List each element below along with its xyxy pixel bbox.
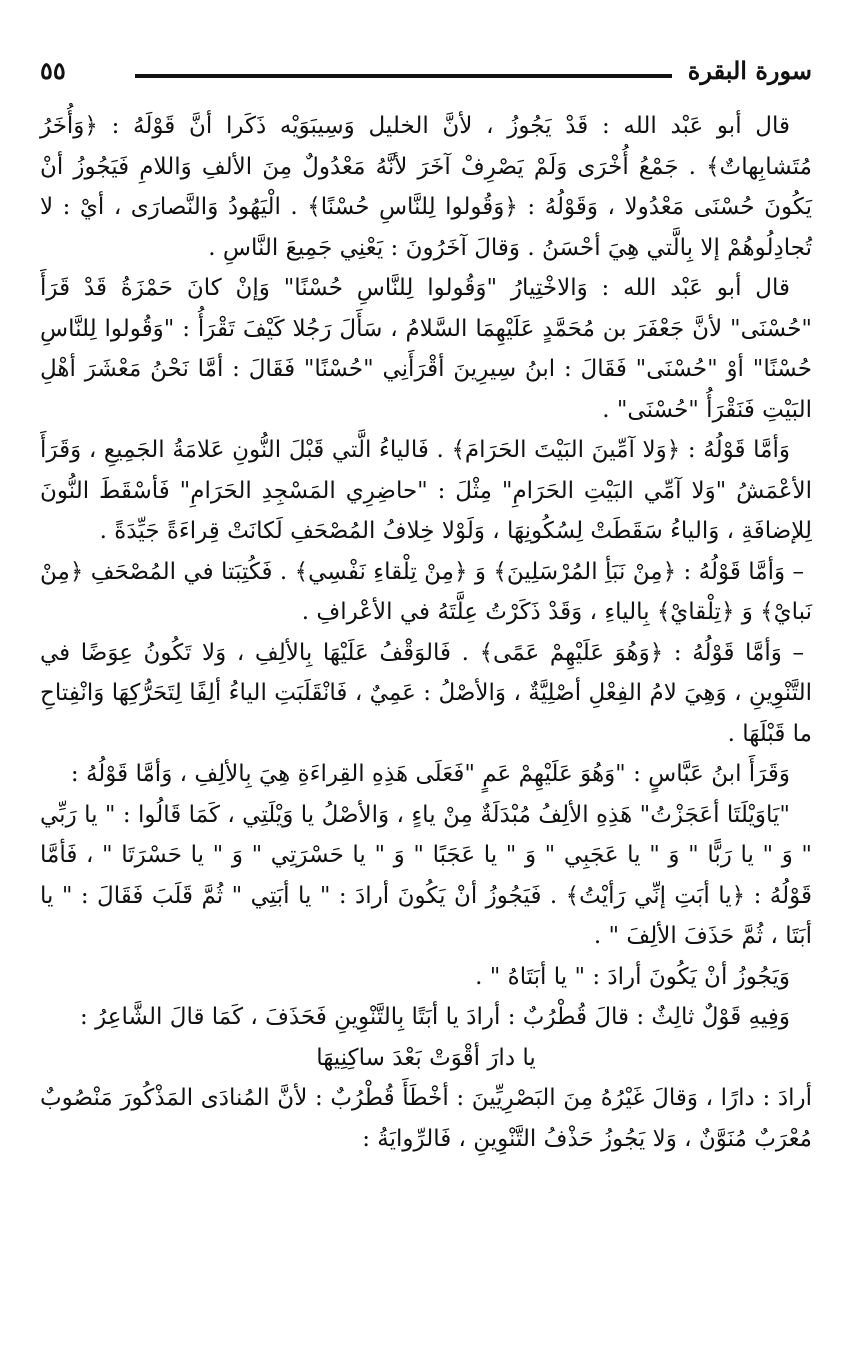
page-number: ٥٥ [40,56,66,85]
paragraph-5: – وَأمَّا قَوْلُهُ : ﴿وَهُوَ عَلَيْهِمْ عَمًى﴾ . فَالوَقْفُ عَلَيْهَا بِالألِفِ ، وَلا تَكُونُ عِوَضًا في التَّنْوِينِ ، وَهِيَ لامُ الفِعْلِ أصْلِيَّةٌ ، وَالأصْلُ : عَمِيٌ ، فَانْقَلَبَتِ الياءُ ألِفًا لِتَحَرُّكِهَا وَانْفِتاحِ ما قَبْلَهَا . [40,639,812,747]
header-rule [135,74,672,78]
paragraph-9: وَفِيهِ قَوْلٌ ثالِثٌ : قالَ قُطْرُبٌ : أرادَ يا أبَتًا بِالتَّنْوِينِ فَحَذَفَ ، كَمَا قالَ الشَّاعِرُ : [80,1004,790,1030]
page-header [40,48,812,84]
paragraph-4: – وَأمَّا قَوْلُهُ : ﴿مِنْ نَبَأِ المُرْسَلِينَ﴾ وَ ﴿مِنْ تِلْقاءِ نَفْسِي﴾ . فَكُتِبَتا في المُصْحَفِ ﴿مِنْ نَبايْ﴾ وَ ﴿تِلْقايْ﴾ بِالياءِ ، وَقَدْ ذَكَرْتُ عِلَّتَهُ في الأعْرافِ . [40,558,812,625]
surah-title: سورة البقرة [687,56,812,85]
book-page [40,48,812,1348]
paragraph-8: وَيَجُوزُ أنْ يَكُونَ أرادَ : " يا أبَتَاهُ " . [475,963,790,990]
paragraph-3: وَأمَّا قَوْلُهُ : ﴿وَلا آمِّينَ البَيْتَ الحَرَامَ﴾ . فَالياءُ الَّتي قَبْلَ النُّونِ عَلامَةُ الجَمِيعِ ، وَقَرَأَ الأعْمَشُ "وَلا آمِّي البَيْتِ الحَرَامِ" مِثْلَ : "حاضِرِي المَسْجِدِ الحَرَامِ" فَأسْقَطَ النُّونَ لِلإضافَةِ ، وَالياءُ سَقَطَتْ لِسُكُونِهَا ، وَلَوْلا خِلافُ المُصْحَفِ لَكانَتْ قِراءَةً جَيِّدَةً . [40,437,813,544]
poetry-verse: يا دارَ أقْوَتْ بَعْدَ ساكِنِيهَا [316,1044,536,1071]
page-body [40,106,812,1159]
paragraph-1: قال أبو عَبْد الله : قَدْ يَجُوزُ ، لأنَّ الخليل وَسِيبَوَيْه ذَكَرا أنَّ قَوْلَهُ : ﴿وَأُخَرُ مُتَشابِهاتٌ﴾ . جَمْعُ أُخْرَى وَلَمْ يَصْرِفْ آخَرَ لأنَّهُ مَعْدُولٌ مِنَ الألفِ وَاللامِ فَيَجُوزُ أنْ يَكُونَ حُسْنَى مَعْدُولا ، وَقَوْلُهُ : ﴿وَقُولوا لِلنَّاسِ حُسْنًا﴾ . الْيَهُودُ وَالنَّصارَى ، أيْ : لا تُجادِلُوهُمْ إلا بِالَّتي هِيَ أحْسَنُ . وَقالَ آخَرُونَ : يَعْنِي جَمِيعَ النَّاسِ . [40,113,812,261]
paragraph-10: أرادَ : دارًا ، وَقالَ غَيْرُهُ مِنَ البَصْرِيِّينَ : أخْطَأَ قُطْرُبٌ : لأنَّ المُنادَى المَذْكُورَ مَنْصُوبٌ مُعْرَبٌ مُنَوَّنٌ ، وَلا يَجُوزُ حَذْفُ التَّنْوِينِ ، فَالرِّوايَةُ : [40,1085,812,1152]
paragraph-2: قال أبو عَبْد الله : وَالاخْتِيارُ "وَقُولوا لِلنَّاسِ حُسْنًا" وَإنْ كانَ حَمْزَةُ قَدْ قَرَأَ "حُسْنَى" لأنَّ جَعْفَرَ بن مُحَمَّدٍ عَلَيْهِمَا السَّلامُ ، سَأَلَ رَجُلا كَيْفَ تَقْرَأُ : "وَقُولوا لِلنَّاسِ حُسْنًا" أوْ "حُسْنَى" فَقَالَ : ابنُ سِيرِينَ أقْرَأَنِي "حُسْنًا" فَقَالَ : أمَّا نَحْنُ مَعْشَرَ أهْلِ البَيْتِ فَنَقْرَأُ "حُسْنَى" . [40,275,812,423]
paragraph-6: وَقَرَأَ ابنُ عَبَّاسٍ : "وَهُوَ عَلَيْهِمْ عَمٍ "فَعَلَى هَذِهِ القِراءَةِ هِيَ بِالألِفِ ، وَأمَّا قَوْلُهُ : [70,761,790,787]
paragraph-7: "يَاوَيْلَتَا أعَجَزْتُ" هَذِهِ الألِفُ مُبْدَلَةٌ مِنْ ياءٍ ، وَالأصْلُ يا وَيْلَتِي ، كَمَا قَالُوا : " يا رَبِّي " وَ " يا رَبًّا " وَ " يا عَجَبِي " وَ " يا عَجَبًا " وَ " يا حَسْرَتِي " وَ " يا حَسْرَتَا " ، فَأمَّا قَوْلُهُ : ﴿يا أبَتِ إنِّي رَأيْتُ﴾ . فَيَجُوزُ أنْ يَكُونَ أرادَ : " يا أبَتِي " ثُمَّ قَلَبَ فَقَالَ : " يا أبَتَا ، ثُمَّ حَذَفَ الألِفَ " . [40,801,812,949]
